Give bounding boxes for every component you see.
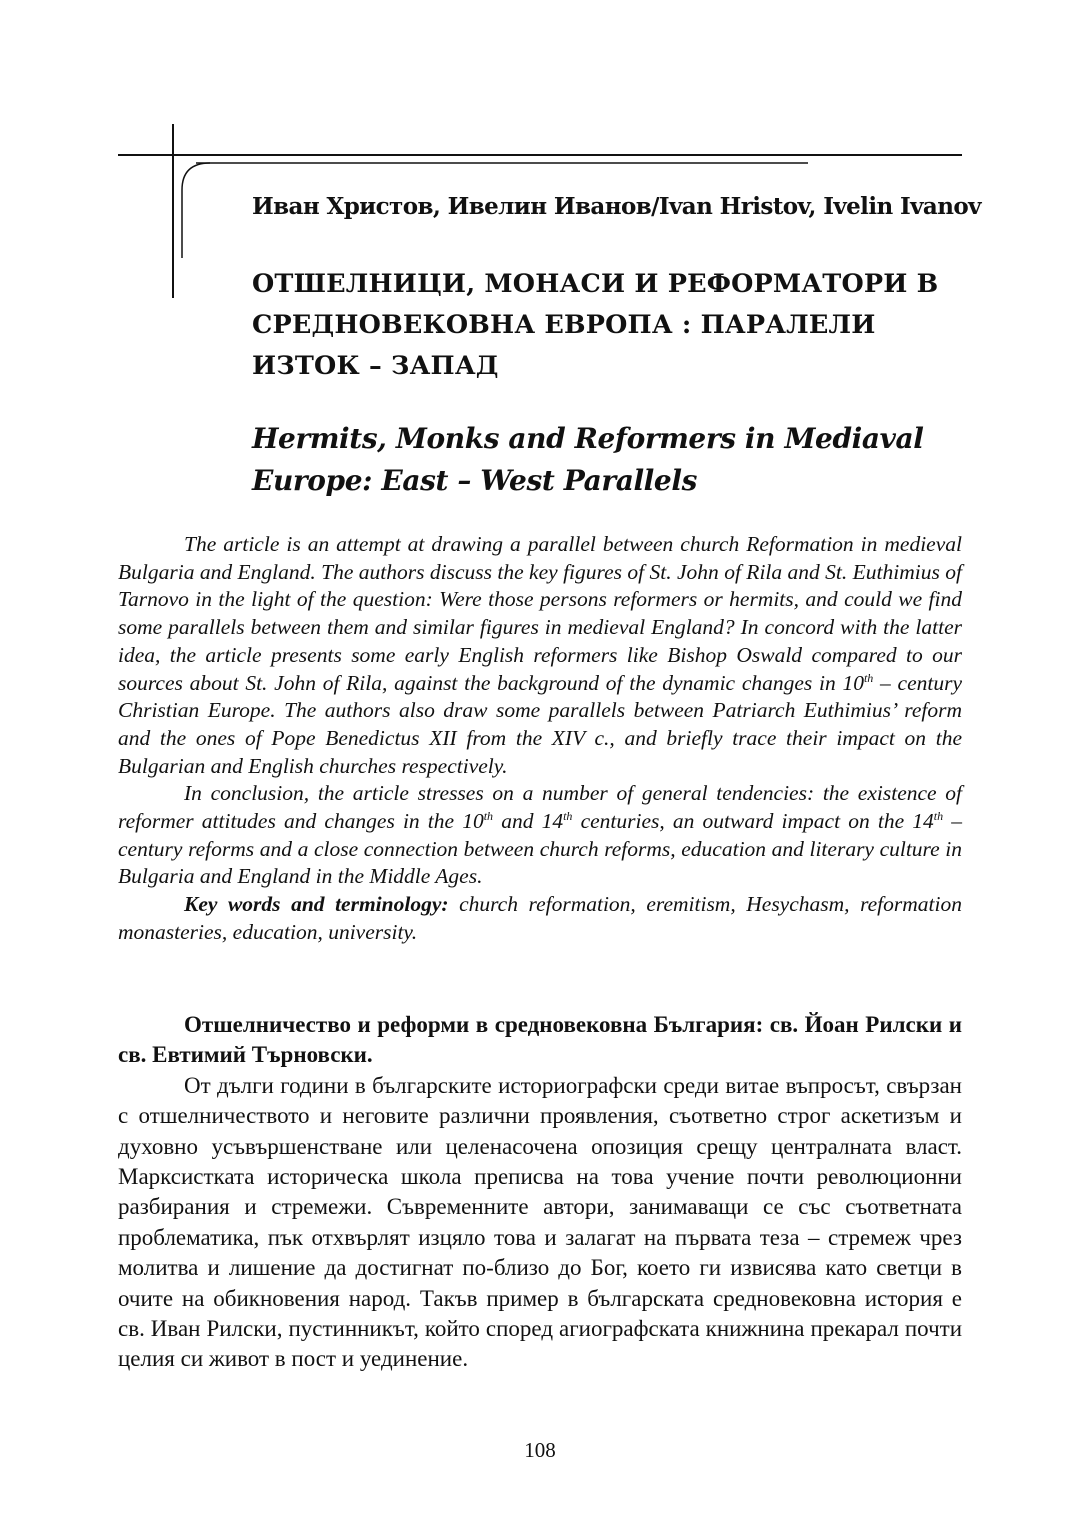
page-number: 108 <box>524 1438 556 1462</box>
keywords <box>118 891 962 946</box>
ornament-inner-curve <box>182 163 210 258</box>
authors: Иван Христов, Ивелин Иванов/Ivan Hristov, Ivelin Ivanov <box>252 193 981 220</box>
abstract <box>118 531 962 947</box>
abstract-paragraph-2: In conclusion, the article stresses on a number of general tendencies: the existence of reformer attitudes and changes in the 10th and 14th centuries, an outward impact on the 14th – century reforms and a close connection between church reforms, education and literary culture in Bulgaria and England in the Middle Ages. <box>118 781 962 889</box>
keywords-label: Key words and terminology: <box>184 892 449 917</box>
article-body <box>118 1010 962 1375</box>
abstract-paragraph-1: The article is an attempt at drawing a parallel between church Reformation in medieval Bulgaria and England. The authors discuss the key figures of St. John of Rila and St. Euthimius of Tarnovo in the light of the question: Were those persons reformers or hermits, and could we find some parallels between them and similar figures in medieval England? In concord with the latter idea, the article presents some early English reformers like Bishop Oswald compared to our sources about St. John of Rila, against the background of the dynamic changes in 10th – century Christian Europe. The authors also draw some parallels between Patriarch Euthimius’ reform and the ones of Pope Benedictus XII from the XIV c., and briefly trace their impact on the Bulgarian and English churches respectively. <box>118 532 963 778</box>
article-title-english: Hermits, Monks and Reformers in Mediaval Europe: East – West Parallels <box>252 422 924 497</box>
section-heading: Отшелничество и реформи в средновековна България: св. Йоан Рилски и св. Евтимий Търновски. <box>118 1012 962 1068</box>
body-paragraph: От дълги години в българските историографски среди витае въпросът, свързан с отшелничеството и неговите различни проявления, съответно строг аскетизъм и духовно усъвършенстване или целенасочена опозиция срещу централната власт. Марксистката историческа школа преписва на това учение почти революционни разбирания и стремежи. Съвременните автори, занимаващи се със съответната проблематика, пък отхвърлят изцяло това и залагат на първата теза – стремеж чрез молитва и лишение да достигнат по-близо до Бог, което ги извисява като светци в очите на обикновения народ. Такъв пример в българската средновековна история е св. Иван Рилски, пустинникът, който според агиографската книжнина прекарал почти целия си живот в пост и уединение. <box>118 1072 962 1372</box>
article-title-bulgarian: ОТШЕЛНИЦИ, МОНАСИ И РЕФОРМАТОРИ В СРЕДНОВЕКОВНА ЕВРОПА : ПАРАЛЕЛИ ИЗТОК – ЗАПАД <box>252 269 939 381</box>
keywords-text: church reformation, eremitism, Hesychasm, reformation monasteries, education, university. <box>118 892 962 944</box>
